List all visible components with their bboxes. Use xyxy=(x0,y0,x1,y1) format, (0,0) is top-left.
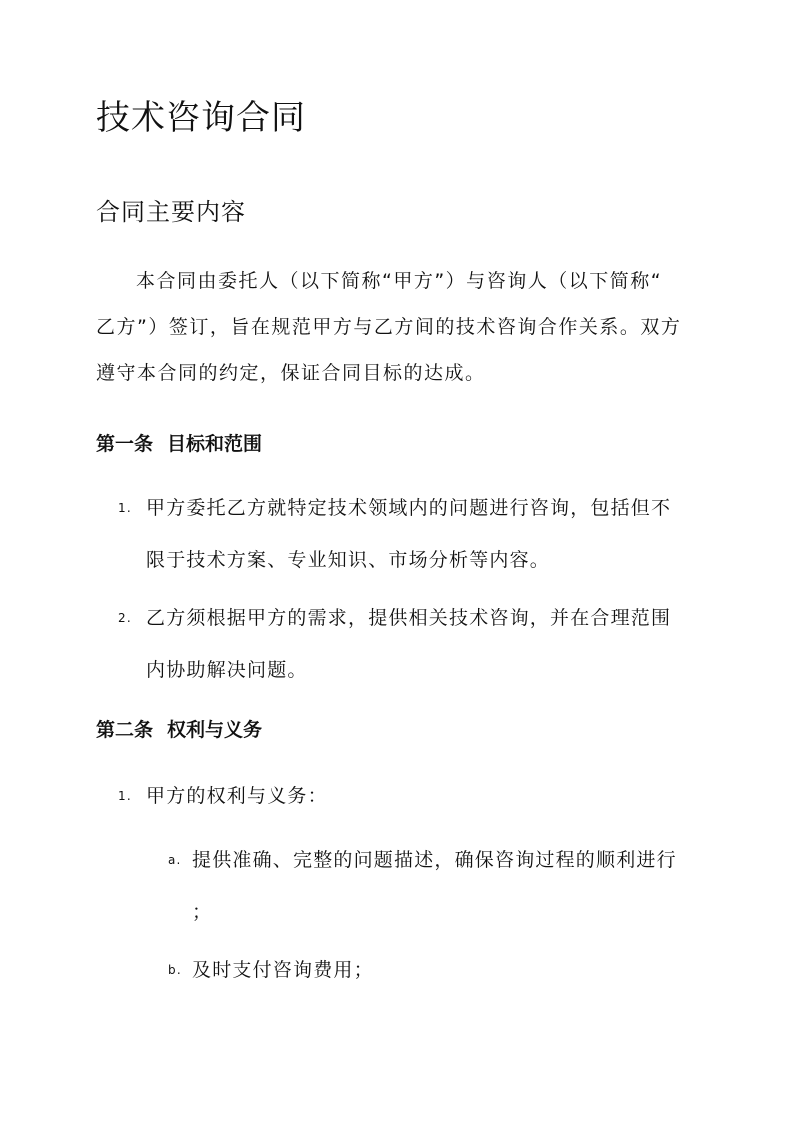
list-item-line: 乙方须根据甲方的需求，提供相关技术咨询，并在合理范围 xyxy=(146,607,672,629)
sub-list-marker: b. xyxy=(168,963,182,977)
sub-list-item xyxy=(168,944,708,996)
sub-list-item-text xyxy=(192,834,712,938)
document-title: 技术咨询合同 xyxy=(96,98,306,138)
list-marker: 1. xyxy=(118,501,132,515)
article-number: 第一条 xyxy=(96,433,154,455)
article-number: 第二条 xyxy=(96,719,154,741)
list-item-line: 内协助解决问题。 xyxy=(146,659,308,681)
list-item xyxy=(118,592,708,696)
intro-line: 乙方”）签订，旨在规范甲方与乙方间的技术咨询合作关系。双方 xyxy=(96,316,682,338)
sub-list-item-text xyxy=(192,944,712,996)
article-1-heading xyxy=(96,429,262,459)
article-title: 目标和范围 xyxy=(167,433,263,455)
article-title: 权利与义务 xyxy=(167,719,263,741)
list-item xyxy=(118,770,708,822)
list-marker: 2. xyxy=(118,611,132,625)
sub-list-item-line: 提供准确、完整的问题描述，确保咨询过程的顺利进行 xyxy=(192,849,677,871)
list-item-line: 限于技术方案、专业知识、市场分析等内容。 xyxy=(146,549,551,571)
list-item xyxy=(118,482,708,586)
article-2-heading xyxy=(96,715,262,745)
sub-list-marker: a. xyxy=(168,853,182,867)
list-marker: 1. xyxy=(118,789,132,803)
intro-line: 遵守本合同的约定，保证合同目标的达成。 xyxy=(96,362,486,384)
sub-list-item-line: ； xyxy=(192,901,213,923)
list-item-text xyxy=(146,592,706,696)
list-item-line: 甲方的权利与义务： xyxy=(146,785,328,807)
sub-list-item-line: 及时支付咨询费用； xyxy=(192,959,374,981)
sub-list-item xyxy=(168,834,708,938)
section-title: 合同主要内容 xyxy=(96,198,246,226)
list-item-line: 甲方委托乙方就特定技术领域内的问题进行咨询，包括但不 xyxy=(146,497,672,519)
list-item-text xyxy=(146,770,706,822)
intro-paragraph xyxy=(96,258,706,396)
intro-line: 本合同由委托人（以下简称“甲方”）与咨询人（以下简称“ xyxy=(136,270,663,292)
list-item-text xyxy=(146,482,706,586)
